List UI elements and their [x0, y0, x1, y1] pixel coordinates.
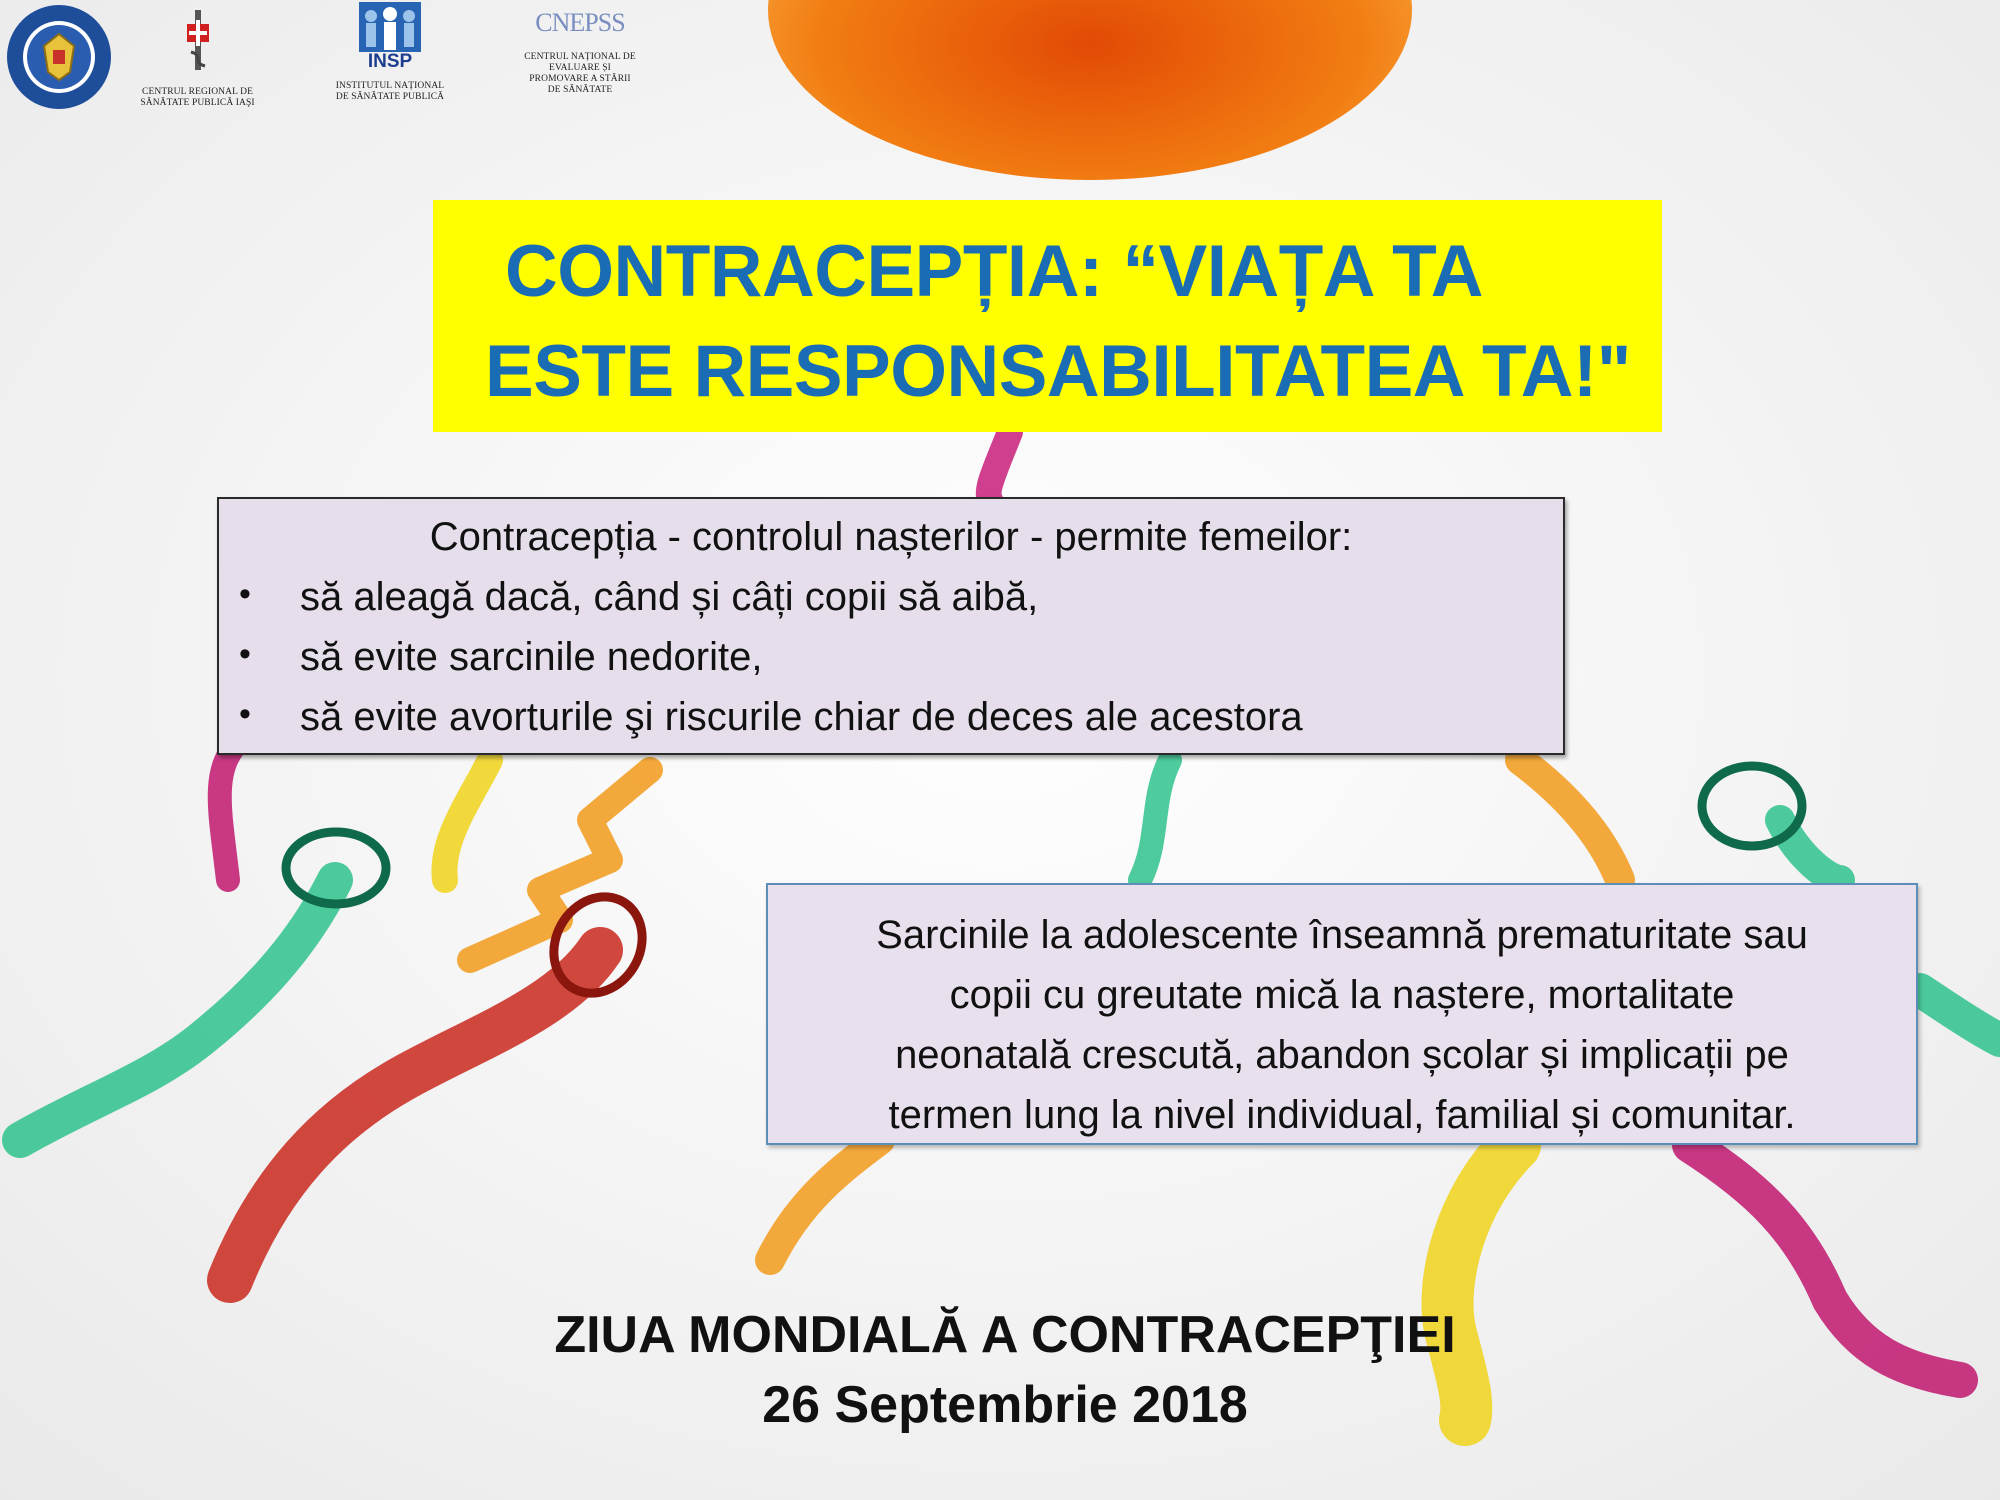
benefit-text: să evite sarcinile nedorite, [300, 635, 763, 679]
adolescent-pregnancy-box [766, 883, 1918, 1145]
event-footer [0, 1300, 2000, 1440]
logo-crsp-iasi [140, 4, 255, 109]
bullet-icon: • [239, 695, 251, 733]
bullet-icon: • [239, 635, 251, 673]
logo-insp [330, 2, 450, 103]
benefit-text: să evite avorturile şi riscurile chiar de deces ale acestora [300, 695, 1303, 739]
logo-guvernul-romaniei [4, 2, 114, 112]
people-group-icon [359, 2, 421, 52]
benefits-list [219, 575, 1563, 755]
cnepss-caption: CENTRUL NAȚIONAL DE EVALUARE ȘI PROMOVARE A STĂRII DE SĂNĂTATE [524, 52, 636, 95]
insp-mark: INSP [367, 51, 413, 72]
benefits-intro: Contracepția - controlul nașterilor - permite femeilor: [429, 515, 1353, 559]
list-item [219, 695, 1563, 755]
crsp-caption: CENTRUL REGIONAL DE SĂNĂTATE PUBLICĂ IAŞI [140, 87, 255, 108]
insp-caption: INSTITUTUL NAȚIONAL DE SĂNĂTATE PUBLICĂ [335, 81, 445, 102]
title-banner [433, 200, 1662, 432]
title-line-1: CONTRACEPȚIA: “VIAȚA TA [505, 231, 1483, 312]
list-item [219, 635, 1563, 695]
adolescent-text: Sarcinile la adolescente înseamnă prematuritate sau copii cu greutate mică la naștere, mortalitate neonatală crescută, abandon școlar și implicații pe termen lung la nivel individual, familial și comunitar. [876, 913, 1808, 1137]
bullet-icon: • [239, 575, 251, 613]
list-item [219, 575, 1563, 635]
logo-cnepss [520, 8, 640, 96]
event-date: 26 Septembrie 2018 [762, 1376, 1248, 1434]
cnepss-mark: CNEPSS [535, 8, 625, 37]
government-seal-icon [4, 2, 114, 112]
benefit-text: să aleagă dacă, când și câți copii să aibă, [300, 575, 1039, 619]
benefits-box [217, 497, 1565, 755]
caduceus-icon [173, 4, 223, 82]
title-line-2: ESTE RESPONSABILITATEA TA!" [485, 331, 1631, 412]
event-title: ZIUA MONDIALĂ A CONTRACEPŢIEI [554, 1306, 1456, 1364]
